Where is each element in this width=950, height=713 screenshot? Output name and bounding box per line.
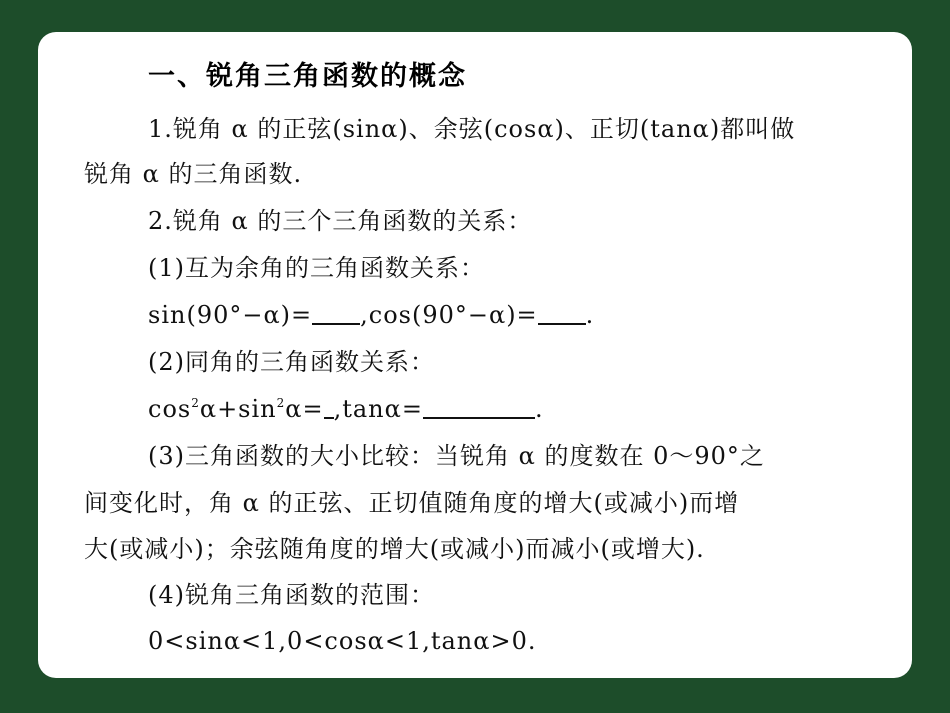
subsection-3-line-1: (3)三角函数的大小比较：当锐角 α 的度数在 0～90°之 [148, 442, 765, 470]
paragraph-1-line-2: 锐角 α 的三角函数. [84, 160, 303, 188]
subsection-1-heading: (1)互为余角的三角函数关系： [148, 254, 485, 282]
subsection-3-line-3: 大(或减小)；余弦随角度的增大(或减小)而减小(或增大). [84, 535, 705, 563]
paragraph-1-line-1: 1.锐角 α 的正弦(sinα)、余弦(cosα)、正切(tanα)都叫做 [148, 115, 796, 143]
cos-text: cos [148, 395, 192, 423]
square-exponent-2: 2 [276, 396, 286, 410]
formula-end-period: . [585, 301, 595, 329]
blank-tan [423, 395, 535, 419]
same-angle-formula [148, 394, 544, 424]
blank-pythagorean [324, 395, 334, 419]
subsection-4-heading: (4)锐角三角函数的范围： [148, 581, 435, 609]
sin-complement-text: sin(90°−α)= [148, 301, 313, 329]
content-card [38, 32, 912, 678]
paragraph-2-heading: 2.锐角 α 的三个三角函数的关系： [148, 207, 533, 235]
tan-text: ,tanα= [333, 395, 423, 423]
formula-end-period-2: . [534, 395, 544, 423]
subsection-3-line-2: 间变化时，角 α 的正弦、正切值随角度的增大(或减小)而增 [84, 489, 740, 517]
section-title: 一、锐角三角函数的概念 [148, 61, 467, 92]
blank-cos-complement [538, 301, 586, 325]
subsection-2-heading: (2)同角的三角函数关系： [148, 348, 435, 376]
blank-sin-complement [312, 301, 360, 325]
complementary-formula [148, 300, 594, 330]
cos-complement-text: ,cos(90°−α)= [360, 301, 538, 329]
square-exponent-1: 2 [191, 396, 200, 410]
alpha-equals-text: α= [285, 395, 324, 423]
alpha-plus-sin-text: α+sin [199, 395, 277, 423]
range-formula: 0<sinα<1,0<cosα<1,tanα>0. [148, 627, 537, 655]
